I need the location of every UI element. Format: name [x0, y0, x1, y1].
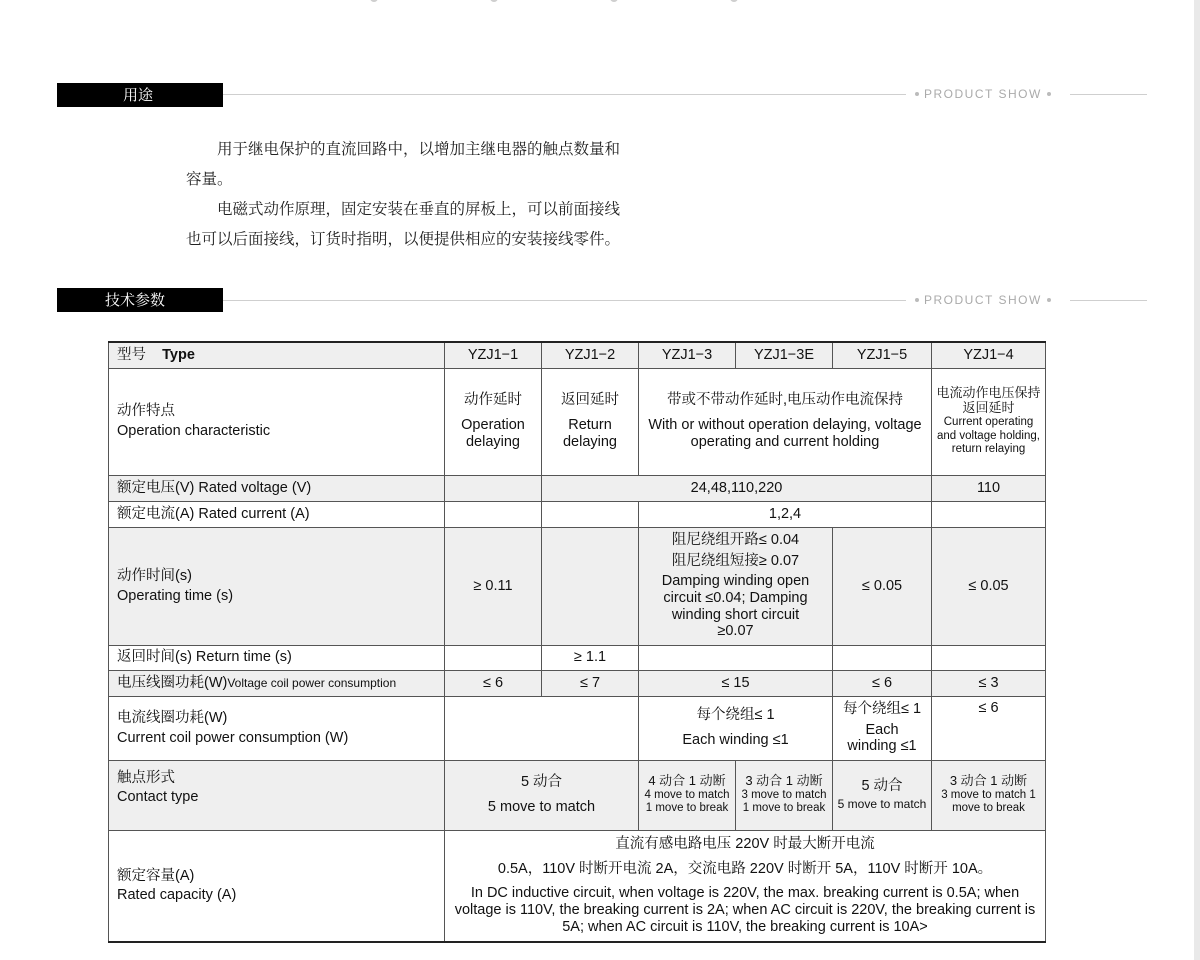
table-row-contact-type	[109, 760, 1046, 830]
current-coil-label: 电流线圈功耗(W) Current coil power consumption (W)	[109, 696, 445, 760]
contact-yzj3e: 3 动合 1 动断 3 move to match 1 move to break	[736, 760, 833, 830]
section-divider-tail	[1070, 94, 1147, 95]
rated-voltage-yzj4: 110	[932, 475, 1046, 501]
section-divider	[223, 94, 909, 95]
op-char-yzj1: 动作延时 Operation delaying	[445, 368, 542, 475]
contact-yzj4: 3 动合 1 动断 3 move to match 1 move to break	[932, 760, 1046, 830]
return-time-label: 返回时间(s) Return time (s)	[109, 645, 445, 670]
table-row-operation-characteristic	[109, 368, 1046, 475]
rated-voltage-label: 额定电压(V) Rated voltage (V)	[109, 475, 445, 501]
rated-capacity-label: 额定容量(A) Rated capacity (A)	[109, 830, 445, 942]
intro-paragraph-2: 电磁式动作原理，固定安装在垂直的屏板上，可以前面接线也可以后面接线，订货时指明，以便提供相应的安装接线零件。	[186, 200, 621, 248]
op-time-yzj4: ≤ 0.05	[932, 527, 1046, 645]
return-time-yzj2: ≥ 1.1	[542, 645, 639, 670]
model-cell: YZJ1−4	[932, 342, 1046, 368]
voltage-coil-yzj3: ≤ 15	[639, 670, 833, 696]
table-row-type	[109, 342, 1046, 368]
current-coil-yzj3: 每个绕组≤ 1 Each winding ≤1	[639, 696, 833, 760]
model-cell: YZJ1−5	[833, 342, 932, 368]
contact-yzj3: 4 动合 1 动断 4 move to match 1 move to break	[639, 760, 736, 830]
current-coil-yzj4: ≤ 6	[932, 696, 1046, 760]
right-scroll-edge	[1194, 0, 1200, 960]
section-show-tag: PRODUCT SHOW	[906, 293, 1060, 307]
op-char-yzj3: 带或不带动作延时,电压动作电流保持 With or without operation delaying, voltage operating and current holding	[639, 368, 932, 475]
table-row-rated-current	[109, 501, 1046, 527]
rated-capacity-value: 直流有感电路电压 220V 时最大断开电流 0.5A，110V 时断开电流 2A，交流电路 220V 时断开 5A，110V 时断开 10A。 In DC inductive circuit, when voltage is 220V, the max. breaking current is 0.5A; when voltage is 110V, the breaking current is 2A; when AC circuit is 220V, the breaking current is 5A; when AC circuit is 110V, the breaking current is 10A>	[445, 830, 1046, 942]
current-coil-yzj5: 每个绕组≤ 1 Each winding ≤1	[833, 696, 932, 760]
op-char-yzj2: 返回延时 Return delaying	[542, 368, 639, 475]
table-row-operating-time	[109, 527, 1046, 645]
contact-yzj5: 5 动合 5 move to match	[833, 760, 932, 830]
table-row-current-coil	[109, 696, 1046, 760]
operating-time-label: 动作时间(s) Operating time (s)	[109, 527, 445, 645]
table-row-rated-capacity	[109, 830, 1046, 942]
section-label-params: 技术参数	[57, 288, 223, 312]
voltage-coil-yzj1: ≤ 6	[445, 670, 542, 696]
rated-voltage-yzj1	[445, 475, 542, 501]
op-time-yzj1: ≥ 0.11	[445, 527, 542, 645]
rated-current-value: 1,2,4	[639, 501, 932, 527]
intro-text	[186, 134, 626, 254]
spec-table	[108, 341, 1046, 943]
type-label: 型号 Type	[109, 342, 445, 368]
model-cell: YZJ1−3E	[736, 342, 833, 368]
rated-voltage-common: 24,48,110,220	[542, 475, 932, 501]
section-divider	[223, 300, 909, 301]
voltage-coil-yzj5: ≤ 6	[833, 670, 932, 696]
section-show-tag: PRODUCT SHOW	[906, 87, 1060, 101]
op-char-yzj4: 电流动作电压保持返回延时 Current operating and voltage holding, return relaying	[932, 368, 1046, 475]
model-cell: YZJ1−2	[542, 342, 639, 368]
operation-characteristic-label: 动作特点 Operation characteristic	[109, 368, 445, 475]
op-time-yzj3: 阻尼绕组开路≤ 0.04 阻尼绕组短接≥ 0.07 Damping winding open circuit ≤0.04; Damping winding short circuit ≥0.07	[639, 527, 833, 645]
voltage-coil-yzj4: ≤ 3	[932, 670, 1046, 696]
section-divider-tail	[1070, 300, 1147, 301]
table-row-rated-voltage	[109, 475, 1046, 501]
top-decoration	[360, 0, 780, 4]
voltage-coil-yzj2: ≤ 7	[542, 670, 639, 696]
table-row-voltage-coil	[109, 670, 1046, 696]
contact-type-label: 触点形式 Contact type	[109, 760, 445, 830]
model-cell: YZJ1−1	[445, 342, 542, 368]
voltage-coil-label: 电压线圈功耗(W)Voltage coil power consumption	[109, 670, 445, 696]
rated-current-label: 额定电流(A) Rated current (A)	[109, 501, 445, 527]
table-row-return-time	[109, 645, 1046, 670]
op-time-yzj5: ≤ 0.05	[833, 527, 932, 645]
model-cell: YZJ1−3	[639, 342, 736, 368]
contact-yzj12: 5 动合 5 move to match	[445, 760, 639, 830]
intro-paragraph-1: 用于继电保护的直流回路中，以增加主继电器的触点数量和容量。	[186, 140, 621, 188]
section-label-usage: 用途	[57, 83, 223, 107]
